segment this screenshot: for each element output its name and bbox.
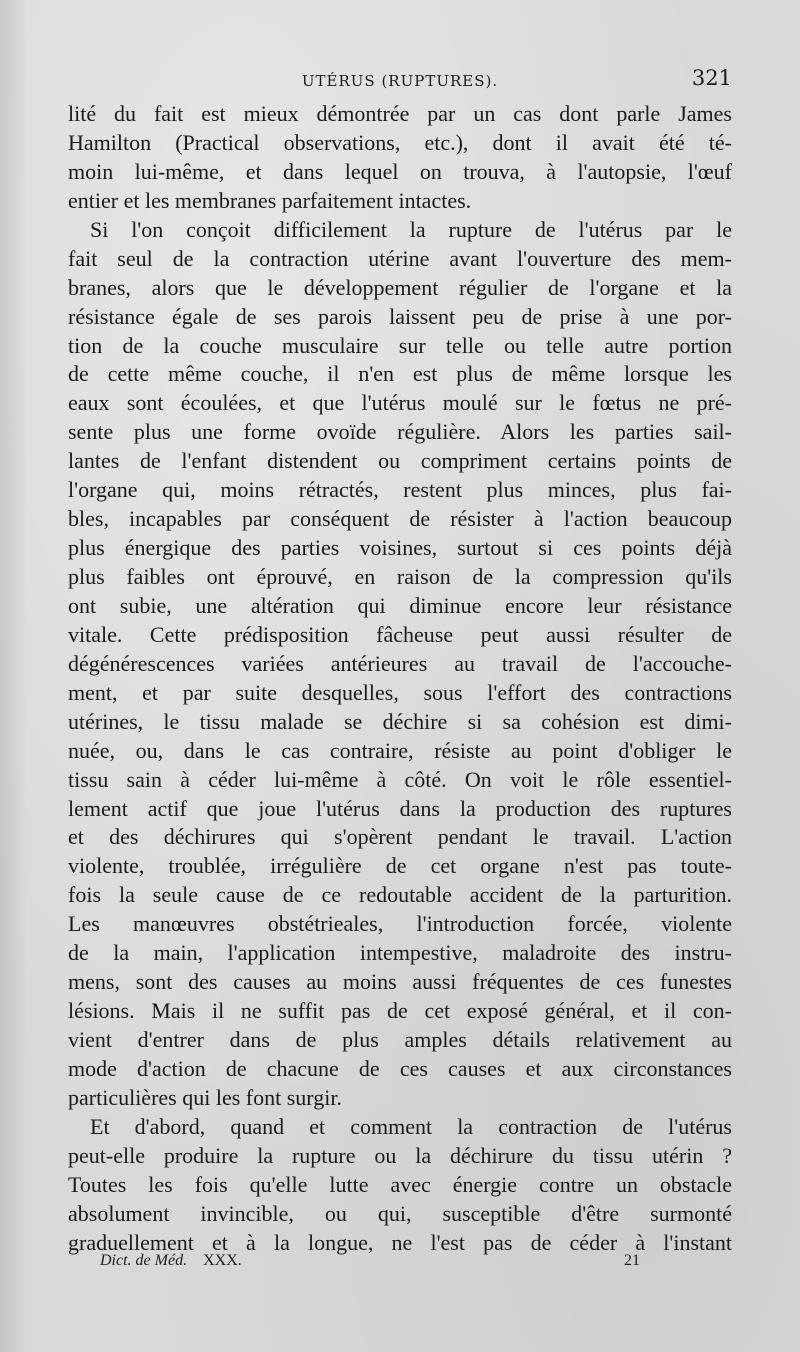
running-title: UTÉRUS (RUPTURES).: [301, 72, 499, 90]
text-line: plus énergique des parties voisines, surtout si ces points déjà: [68, 535, 732, 561]
text-line: moin lui-même, et dans lequel on trouva, à l'autopsie, l'œuf: [68, 158, 732, 184]
text-line: mens, sont des causes au moins aussi fréquentes de ces funestes: [68, 969, 732, 995]
footer-signature: 21: [624, 1252, 640, 1269]
text-line: peut-elle produire la rupture ou la déchirure du tissu utérin ?: [68, 1142, 732, 1168]
body-text: [68, 100, 732, 1258]
text-line: l'organe qui, moins rétractés, restent plus minces, plus fai-: [68, 477, 732, 503]
text-line: particulières qui les font surgir.: [68, 1084, 342, 1110]
text-line: Si l'on conçoit difficilement la rupture de l'utérus par le: [90, 216, 732, 242]
footer-dict-label: Dict. de Méd.: [100, 1252, 188, 1269]
text-line: vitale. Cette prédisposition fâcheuse peut aussi résulter de: [68, 621, 732, 647]
page-number: 321: [691, 66, 732, 90]
text-line: utérines, le tissu malade se déchire si sa cohésion est dimi-: [68, 708, 732, 734]
text-line: bles, incapables par conséquent de résister à l'action beaucoup: [68, 506, 732, 532]
text-line: plus faibles ont éprouvé, en raison de la compression qu'ils: [68, 564, 732, 589]
text-line: nuée, ou, dans le cas contraire, résiste au point d'obliger le: [68, 737, 732, 763]
text-line: sente plus une forme ovoïde régulière. Alors les parties sail-: [68, 419, 732, 445]
text-line: mode d'action de chacune de ces causes et aux circonstances: [68, 1055, 732, 1081]
text-line: tissu sain à céder lui-même à côté. On voit le rôle essentiel-: [68, 766, 732, 792]
page-edge-shadow: [0, 0, 28, 1352]
running-head: [68, 66, 732, 96]
text-line: de cette même couche, il n'en est plus de même lorsque les: [68, 361, 732, 387]
text-line: eaux sont écoulées, et que l'utérus moulé sur le fœtus ne pré-: [68, 390, 732, 416]
text-line: Hamilton (Practical observations, etc.), dont il avait été té-: [68, 129, 732, 155]
text-line: lement actif que joue l'utérus dans la production des ruptures: [68, 795, 732, 821]
text-line: fois la seule cause de ce redoutable accident de la parturition.: [68, 882, 732, 908]
page-footer: [100, 1252, 640, 1276]
text-line: lité du fait est mieux démontrée par un cas dont parle James: [68, 101, 732, 126]
text-line: et des déchirures qui s'opèrent pendant le travail. L'action: [68, 824, 732, 850]
text-line: violente, troublée, irrégulière de cet organe n'est pas toute-: [68, 853, 732, 879]
text-line: ment, et par suite desquelles, sous l'effort des contractions: [68, 679, 732, 705]
footer-volume-line: [100, 1252, 242, 1270]
text-line: lantes de l'enfant distendent ou compriment certains points de: [68, 448, 732, 474]
text-line: Toutes les fois qu'elle lutte avec énergie contre un obstacle: [68, 1171, 732, 1197]
text-line: graduellement et à la longue, ne l'est pas de céder à l'instant: [68, 1229, 732, 1255]
text-line: dégénérescences variées antérieures au travail de l'accouche-: [68, 650, 732, 676]
text-line: branes, alors que le développement régulier de l'organe et la: [68, 274, 732, 300]
text-line: absolument invincible, ou qui, susceptible d'être surmonté: [68, 1200, 732, 1226]
text-line: fait seul de la contraction utérine avant l'ouverture des mem-: [68, 245, 732, 271]
text-line: vient d'entrer dans de plus amples détails relativement au: [68, 1027, 732, 1052]
text-line: ont subie, une altération qui diminue encore leur résistance: [68, 592, 732, 618]
text-line: tion de la couche musculaire sur telle ou telle autre portion: [68, 332, 732, 358]
text-line: lésions. Mais il ne suffit pas de cet exposé général, et il con-: [68, 998, 732, 1024]
text-line: entier et les membranes parfaitement intactes.: [68, 187, 472, 213]
footer-volume: XXX.: [203, 1252, 242, 1269]
text-line: de la main, l'application intempestive, maladroite des instru-: [68, 940, 732, 966]
text-line: Et d'abord, quand et comment la contraction de l'utérus: [90, 1113, 732, 1139]
text-line: résistance égale de ses parois laissent peu de prise à une por-: [68, 303, 732, 329]
text-line: Les manœuvres obstétrieales, l'introduction forcée, violente: [68, 911, 732, 937]
